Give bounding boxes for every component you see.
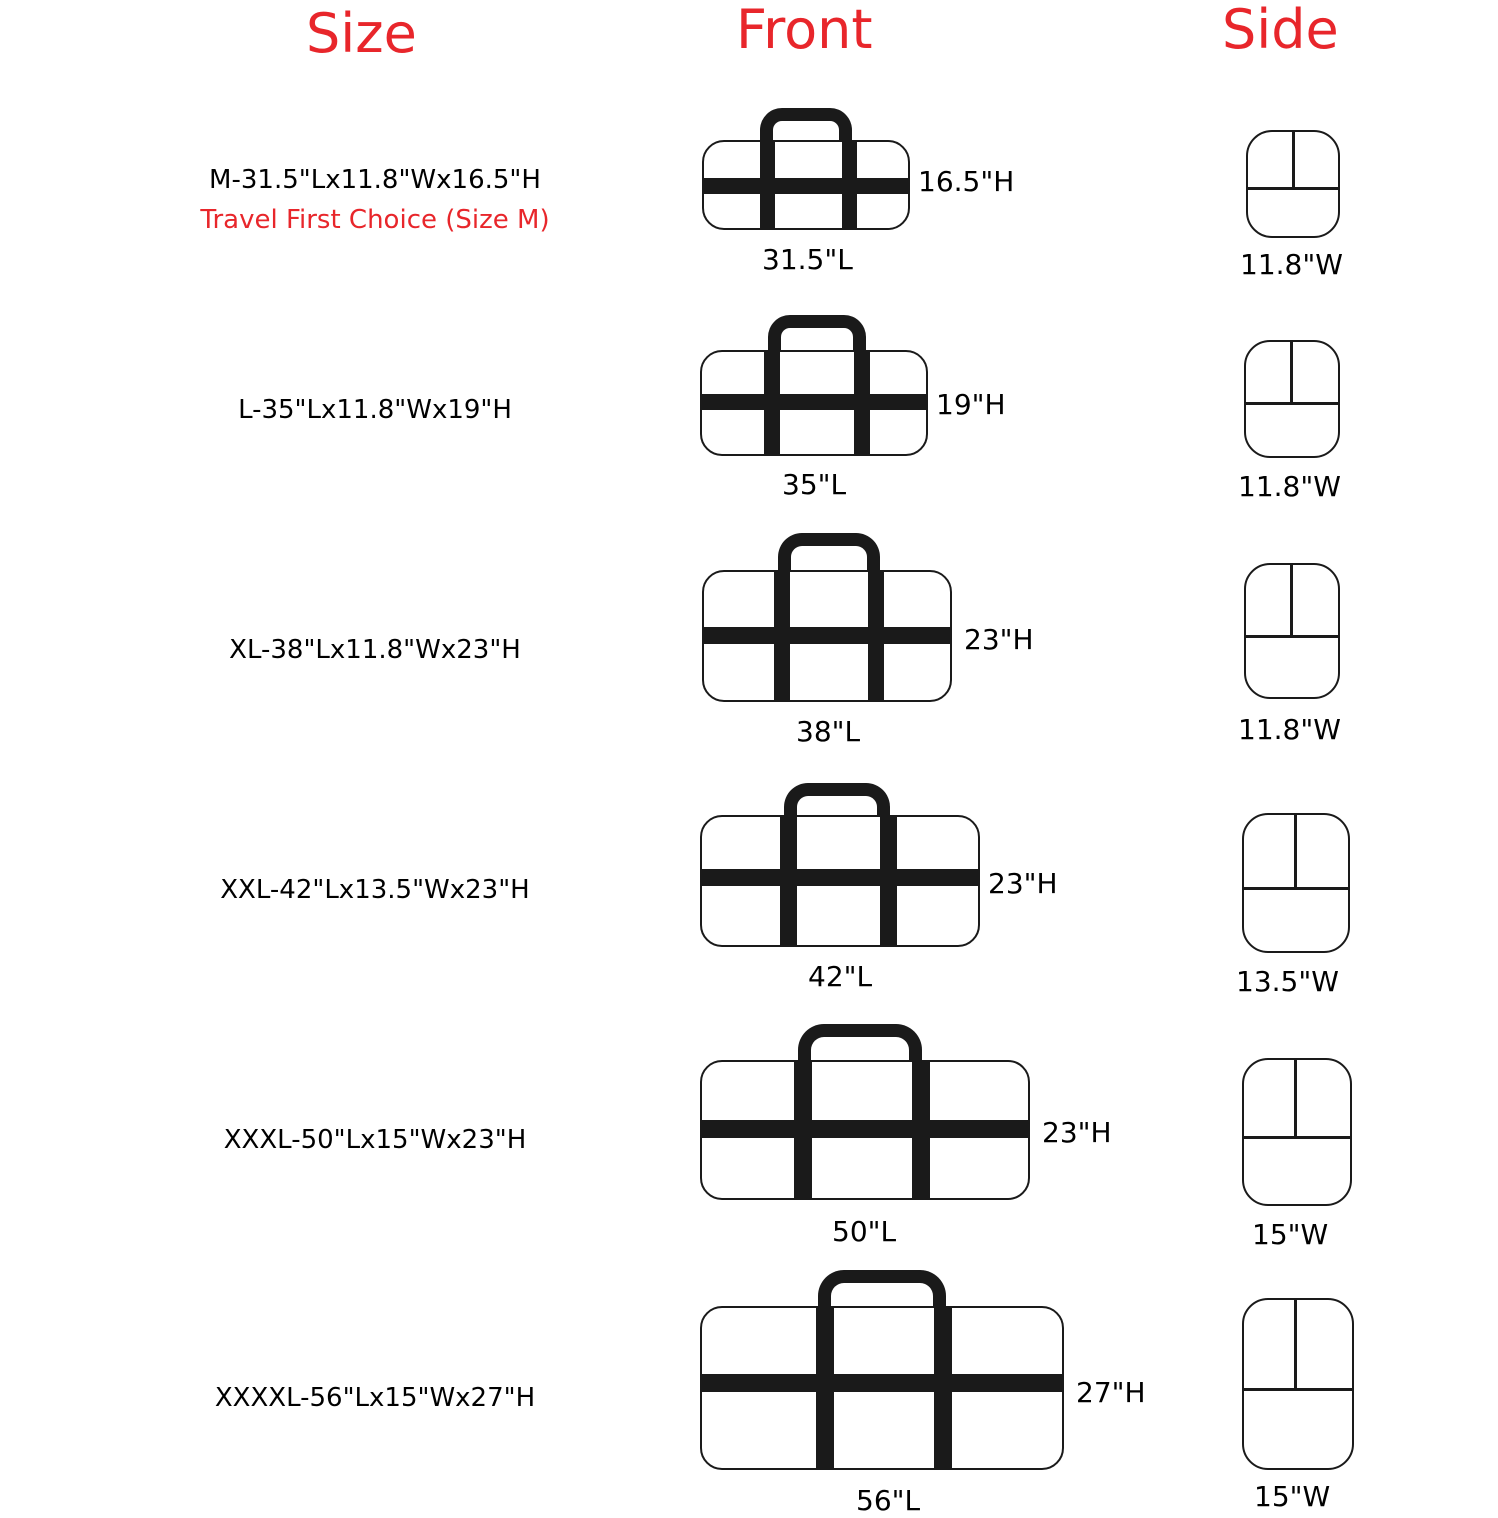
side-divider-vertical xyxy=(1294,1300,1297,1390)
bag-strap-horizontal xyxy=(702,178,910,194)
bag-front-view xyxy=(700,1060,1030,1200)
side-width-dimension: 11.8"W xyxy=(1240,248,1343,281)
column-header-front: Front xyxy=(736,0,873,61)
side-width-dimension: 11.8"W xyxy=(1238,713,1341,746)
side-width-dimension: 15"W xyxy=(1252,1218,1329,1251)
size-row-xxxxl xyxy=(0,1268,1498,1517)
chart-header xyxy=(0,0,1498,78)
bag-side-view xyxy=(1246,130,1340,238)
bag-strap-vertical xyxy=(764,350,780,456)
size-row-m xyxy=(0,100,1498,300)
side-divider-vertical xyxy=(1290,342,1293,404)
size-note: Travel First Choice (Size M) xyxy=(200,205,550,235)
bag-side-view xyxy=(1244,340,1340,458)
size-label-group xyxy=(110,1120,640,1160)
size-label: XXXL-50"Lx15"Wx23"H xyxy=(223,1125,527,1155)
side-divider-horizontal xyxy=(1246,402,1338,405)
size-label: XXXXL-56"Lx15"Wx27"H xyxy=(214,1383,536,1413)
bag-strap-vertical xyxy=(780,815,797,947)
size-label: XXL-42"Lx13.5"Wx23"H xyxy=(220,875,530,905)
side-divider-horizontal xyxy=(1244,1388,1352,1391)
side-divider-horizontal xyxy=(1246,635,1338,638)
size-row-xl xyxy=(0,525,1498,765)
front-height-dimension: 23"H xyxy=(964,623,1034,656)
bag-strap-horizontal xyxy=(702,627,952,644)
size-label-group xyxy=(110,870,640,910)
side-divider-vertical xyxy=(1290,565,1293,637)
size-row-xxl xyxy=(0,775,1498,1025)
bag-front-view xyxy=(702,570,952,702)
bag-front-view xyxy=(700,815,980,947)
size-label-group xyxy=(110,1378,640,1418)
bag-side-view xyxy=(1242,1058,1352,1206)
bag-front-view xyxy=(700,350,928,456)
bag-strap-vertical xyxy=(760,140,775,230)
front-height-dimension: 23"H xyxy=(988,867,1058,900)
front-length-dimension: 42"L xyxy=(808,960,873,993)
column-header-side: Side xyxy=(1222,0,1339,61)
side-divider-horizontal xyxy=(1244,1136,1350,1139)
bag-strap-vertical xyxy=(880,815,897,947)
side-divider-vertical xyxy=(1292,132,1295,189)
bag-strap-vertical xyxy=(854,350,870,456)
side-width-dimension: 11.8"W xyxy=(1238,470,1341,503)
size-row-l xyxy=(0,310,1498,520)
front-length-dimension: 56"L xyxy=(856,1484,921,1517)
size-label-group xyxy=(110,390,640,430)
bag-strap-vertical xyxy=(774,570,790,702)
column-header-size: Size xyxy=(306,2,417,65)
size-label-group xyxy=(110,160,640,240)
bag-side-view xyxy=(1244,563,1340,699)
front-height-dimension: 16.5"H xyxy=(918,165,1015,198)
bag-strap-horizontal xyxy=(700,394,928,410)
size-row-xxxl xyxy=(0,1020,1498,1270)
side-width-dimension: 15"W xyxy=(1254,1480,1331,1513)
side-divider-horizontal xyxy=(1248,187,1338,190)
bag-strap-vertical xyxy=(934,1306,952,1470)
size-label-group xyxy=(110,630,640,670)
size-label: XL-38"Lx11.8"Wx23"H xyxy=(229,635,521,665)
bag-strap-horizontal xyxy=(700,869,980,886)
front-length-dimension: 31.5"L xyxy=(762,243,853,276)
bag-strap-vertical xyxy=(794,1060,812,1200)
bag-strap-horizontal xyxy=(700,1120,1030,1138)
front-length-dimension: 38"L xyxy=(796,715,861,748)
bag-strap-vertical xyxy=(868,570,884,702)
bag-strap-vertical xyxy=(816,1306,834,1470)
front-length-dimension: 35"L xyxy=(782,468,847,501)
front-height-dimension: 27"H xyxy=(1076,1376,1146,1409)
front-length-dimension: 50"L xyxy=(832,1215,897,1248)
bag-side-view xyxy=(1242,813,1350,953)
bag-strap-vertical xyxy=(912,1060,930,1200)
size-label: L-35"Lx11.8"Wx19"H xyxy=(238,395,512,425)
bag-strap-vertical xyxy=(842,140,857,230)
side-divider-horizontal xyxy=(1244,887,1348,890)
bag-front-view xyxy=(702,140,910,230)
front-height-dimension: 19"H xyxy=(936,388,1006,421)
side-divider-vertical xyxy=(1294,815,1297,889)
bag-strap-horizontal xyxy=(700,1374,1064,1392)
front-height-dimension: 23"H xyxy=(1042,1116,1112,1149)
side-width-dimension: 13.5"W xyxy=(1236,965,1339,998)
bag-front-view xyxy=(700,1306,1064,1470)
size-label: M-31.5"Lx11.8"Wx16.5"H xyxy=(209,165,541,195)
bag-side-view xyxy=(1242,1298,1354,1470)
side-divider-vertical xyxy=(1294,1060,1297,1138)
